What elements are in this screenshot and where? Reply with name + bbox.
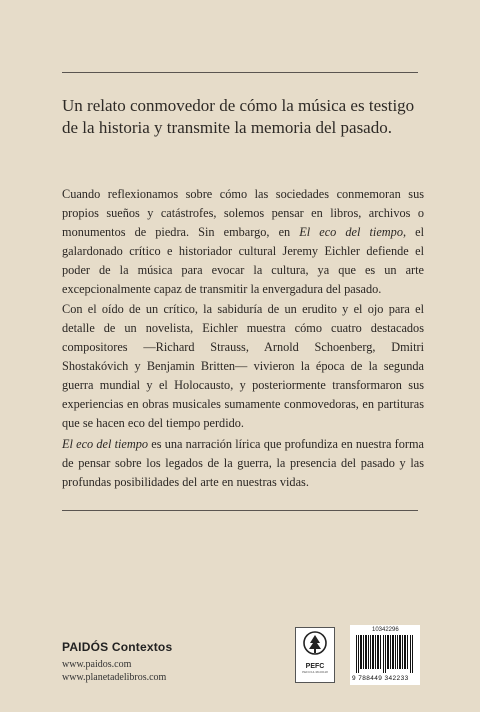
p3-book-title: El eco del tiempo [62, 437, 149, 451]
barcode-bars-icon [355, 635, 415, 673]
bottom-divider [62, 510, 418, 511]
p1-book-title: El eco del tiempo [299, 225, 403, 239]
pefc-label: PEFC [305, 663, 325, 670]
paragraph-3 [62, 435, 424, 492]
top-divider [62, 72, 418, 73]
publisher-block [62, 640, 172, 684]
p2-text: Con el oído de un crítico, la sabiduría de un erudito y el ojo para el detalle de un novelista, Eichler muestra cómo cuatro destacados compositores —Richard Strauss, Arnold Schoenberg, Dmitri Shostakóvich y Benjamin Britten— vivieron la época de la segunda guerra mundial y el Holocausto, y posteriormente transformaron sus experiencias en obras musicales sumamente conmovedoras, en partituras que se hacen eco del tiempo perdido. [62, 302, 424, 430]
publisher-url-2: www.planetadelibros.com [62, 672, 167, 683]
paragraph-2 [62, 300, 424, 433]
p1-text-end: , el galardonado crítico e historiador cultural Jeremy Eichler defiende el poder de la música para evocar la cultura, ya que es un arte excepcionalmente capaz de transmitir la envergadura del pasado. [62, 225, 424, 296]
pefc-tree-icon [303, 631, 327, 657]
p1-text-start: Cuando reflexionamos sobre cómo las sociedades conmemoran sus propios sueños y catástrofes, solemos pensar en libros, archivos o monumentos de piedra. Sin embargo, en [62, 187, 424, 239]
publisher-brand: PAIDÓS Contextos [62, 640, 173, 654]
pefc-logo [295, 627, 335, 683]
tagline: Un relato conmovedor de cómo la música es testigo de la historia y transmite la memoria del pasado. [62, 96, 415, 137]
barcode [350, 625, 420, 685]
p3-text: es una narración lírica que profundiza en nuestra forma de pensar sobre los legados de la guerra, la presencia del pasado y las profundas posibilidades del arte en nuestras vidas. [62, 437, 424, 489]
paragraph-1 [62, 185, 424, 299]
barcode-isbn: 9 788449 342233 [352, 675, 409, 682]
pefc-code: PEFC/14-38-00118 [302, 670, 328, 674]
barcode-internal-code: 10342296 [372, 627, 399, 633]
publisher-url-1: www.paidos.com [62, 659, 132, 670]
